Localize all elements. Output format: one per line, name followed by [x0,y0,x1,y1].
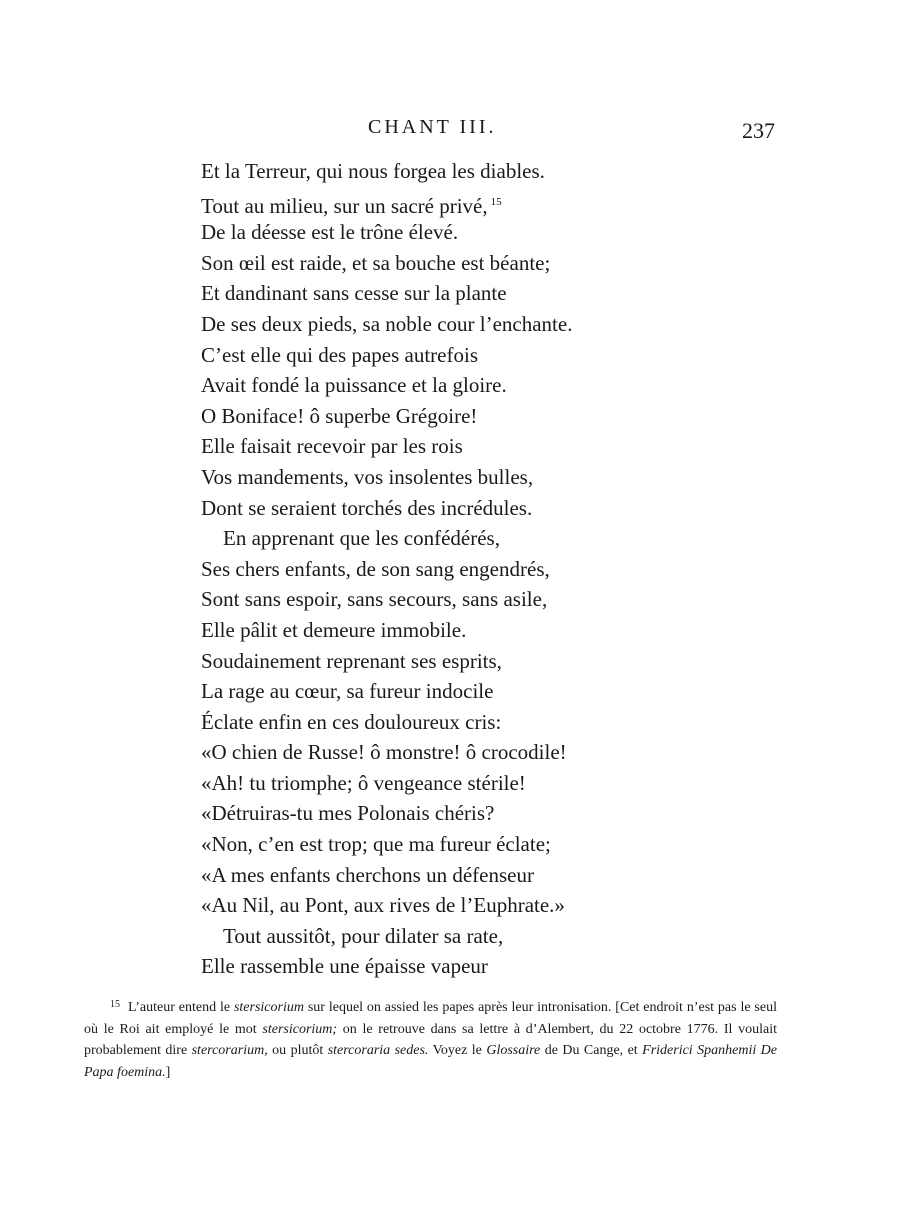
footnote-italic: stersicorium [233,1000,304,1015]
verse-text: En apprenant que les confédérés, [223,526,500,551]
page-number: 237 [742,118,775,143]
verse-text: Éclate enfin en ces douloureux cris: [201,709,502,734]
verse-line [201,278,761,309]
verse-line [201,676,761,707]
verse-line [201,951,761,982]
verse-line [201,523,761,554]
verse-text: De la déesse est le trône élevé. [201,220,459,245]
verse-line [201,615,761,646]
verse-text: Soudainement reprenant ses esprits, [201,648,502,673]
verse-line [201,217,761,248]
verse-line [201,646,761,677]
verse-line [201,584,761,615]
verse-line [201,707,761,738]
footnote-text: de Du Cange, et [540,1043,643,1058]
verse-text: Elle faisait recevoir par les rois [201,434,463,459]
verse-line [201,890,761,921]
footnote-italic: stersicorium; [262,1021,338,1037]
verse-text: Tout au milieu, sur un sacré privé, [201,193,488,218]
verse-text: «Ah! tu triomphe; ô vengeance stérile! [201,770,526,795]
verse-block [201,156,761,982]
verse-text: «O chien de Russe! ô monstre! ô crocodile! [201,740,567,765]
footnote-text: sur lequel on assied les papes après leur intronisation. [Cet endroit n’est pas le seul où le Roi ait employé le mot [84,1000,777,1037]
verse-line [201,554,761,585]
verse-line [201,860,761,891]
verse-text: Et la Terreur, qui nous forgea les diables. [201,159,545,183]
verse-line [201,248,761,279]
verse-text: La rage au cœur, sa fureur indocile [201,679,494,704]
verse-line [201,737,761,768]
footnote-text: Voyez le [428,1043,487,1058]
footnote-italic: Glossaire [486,1043,541,1058]
verse-text: Avait fondé la puissance et la gloire. [201,373,507,398]
verse-line [201,798,761,829]
verse-text: «Non, c’en est trop; que ma fureur éclate; [201,832,551,857]
verse-line [201,768,761,799]
verse-line [201,156,761,187]
running-head [0,116,900,146]
footnote-text: ] [165,1064,171,1080]
verse-text: C’est elle qui des papes autrefois [201,342,478,367]
verse-text: De ses deux pieds, sa noble cour l’enchante. [201,311,573,336]
verse-text: Tout aussitôt, pour dilater sa rate, [223,923,504,948]
verse-text: «Au Nil, au Pont, aux rives de l’Euphrate.» [201,893,565,918]
footnote-text: L’auteur entend le [128,1000,234,1015]
footnote-mark: 15 [110,999,120,1010]
footnote-italic: stercoraria sedes. [327,1043,429,1058]
verse-line [201,309,761,340]
verse-line [201,431,761,462]
verse-text: Elle rassemble une épaisse vapeur [201,954,488,979]
verse-line [201,829,761,860]
verse-line [201,462,761,493]
verse-text: O Boniface! ô superbe Grégoire! [201,403,478,428]
chant-title: CHANT III. [368,116,497,138]
verse-text: Ses chers enfants, de son sang engendrés, [201,556,550,581]
footnote-text: , ou plutôt [264,1043,328,1058]
footnote-italic: Friderici Spanhemii De Papa foemina. [84,1043,777,1080]
verse-text: Elle pâlit et demeure immobile. [201,617,467,642]
verse-text: «A mes enfants cherchons un défenseur [201,862,534,887]
verse-text: Et dandinant sans cesse sur la plante [201,281,507,306]
verse-text: Dont se seraient torchés des incrédules. [201,495,533,520]
footnote-text: on le retrouve dans sa lettre à d’Alembert, du 22 octobre 1776. Il voulait probablement dire [84,1021,777,1058]
footnote [84,994,777,1083]
verse-line [201,401,761,432]
verse-text: Vos mandements, vos insolentes bulles, [201,464,534,489]
verse-text: «Détruiras-tu mes Polonais chéris? [201,801,495,826]
footnote-reference: 15 [490,195,502,208]
verse-text: Sont sans espoir, sans secours, sans asile, [201,587,548,612]
verse-line [201,921,761,952]
verse-line [201,340,761,371]
verse-text: Son œil est raide, et sa bouche est béante; [201,250,551,275]
verse-line [201,370,761,401]
verse-line [201,187,761,218]
verse-line [201,493,761,524]
footnote-italic: stercorarium [191,1043,265,1058]
